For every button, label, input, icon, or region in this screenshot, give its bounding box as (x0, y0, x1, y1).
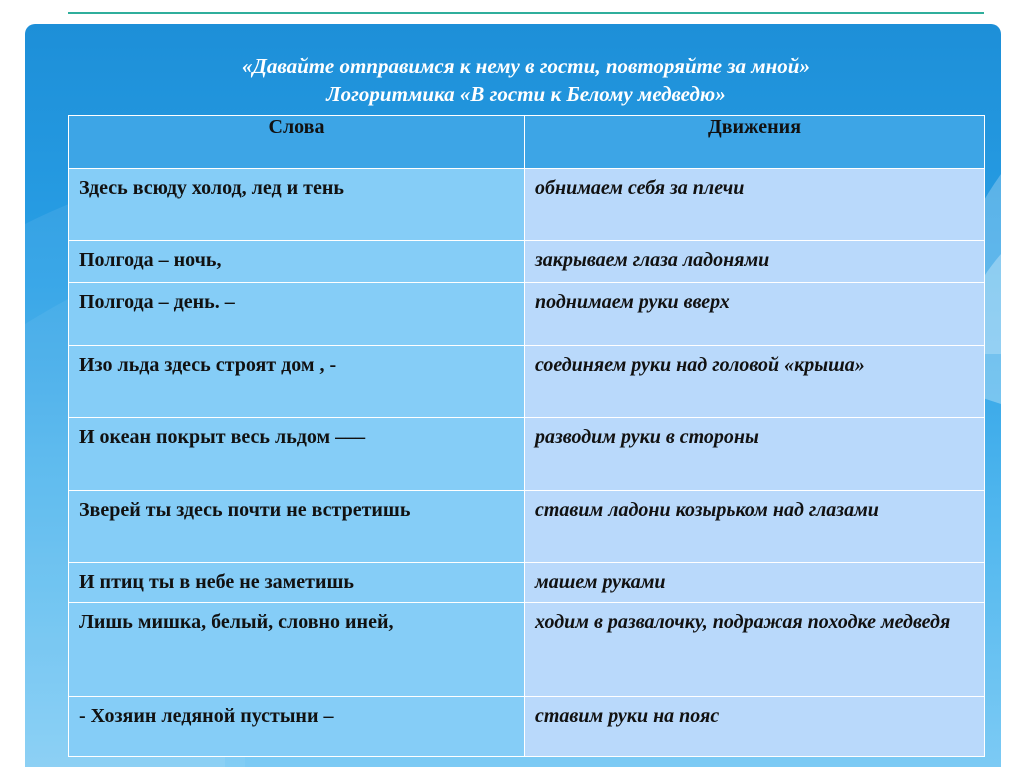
words-text: Здесь всюду холод, лед и тень (79, 177, 344, 199)
movements-text: разводим руки в стороны (535, 426, 759, 448)
table-row (69, 603, 985, 697)
logorhythmics-table (68, 115, 985, 757)
words-cell (69, 346, 525, 418)
table-row (69, 346, 985, 418)
words-text: Лишь мишка, белый, словно иней, (79, 611, 394, 633)
words-text: Полгода – день. – (79, 291, 235, 313)
table-row (69, 241, 985, 283)
movements-cell (525, 491, 985, 563)
movements-text: соединяем руки над головой «крыша» (535, 354, 865, 376)
movements-text: ходим в развалочку, подражая походке медведя (535, 611, 951, 633)
movements-cell (525, 283, 985, 346)
words-cell (69, 563, 525, 603)
table-row (69, 418, 985, 491)
movements-text: поднимаем руки вверх (535, 291, 730, 313)
slide-title (68, 52, 984, 108)
table-row (69, 563, 985, 603)
movements-text: ставим ладони козырьком над глазами (535, 499, 879, 521)
table-header-row (69, 116, 985, 169)
movements-cell (525, 603, 985, 697)
movements-cell (525, 697, 985, 757)
table-row (69, 283, 985, 346)
movements-text: закрываем глаза ладонями (535, 249, 770, 271)
header-movements: Движения (525, 116, 985, 169)
table-row (69, 697, 985, 757)
words-text: И птиц ты в небе не заметишь (79, 571, 354, 593)
movements-cell (525, 418, 985, 491)
words-cell (69, 697, 525, 757)
title-line-2: Логоритмика «В гости к Белому медведю» (326, 82, 726, 106)
movements-cell (525, 346, 985, 418)
header-words: Слова (69, 116, 525, 169)
words-text: - Хозяин ледяной пустыни – (79, 705, 334, 727)
movements-cell (525, 169, 985, 241)
words-cell (69, 169, 525, 241)
words-cell (69, 491, 525, 563)
movements-text: обнимаем себя за плечи (535, 177, 745, 199)
words-text: Изо льда здесь строят дом , - (79, 354, 337, 376)
movements-text: машем руками (535, 571, 666, 593)
table-row (69, 169, 985, 241)
movements-text: ставим руки на пояс (535, 705, 720, 727)
table-row (69, 491, 985, 563)
movements-cell (525, 241, 985, 283)
words-cell (69, 603, 525, 697)
words-text: Полгода – ночь, (79, 249, 222, 271)
words-cell (69, 283, 525, 346)
words-text: И океан покрыт весь льдом ––– (79, 426, 366, 448)
top-divider-line (68, 12, 984, 14)
title-line-1: «Давайте отправимся к нему в гости, повторяйте за мной» (242, 54, 810, 78)
movements-cell (525, 563, 985, 603)
words-text: Зверей ты здесь почти не встретишь (79, 499, 411, 521)
words-cell (69, 418, 525, 491)
words-cell (69, 241, 525, 283)
